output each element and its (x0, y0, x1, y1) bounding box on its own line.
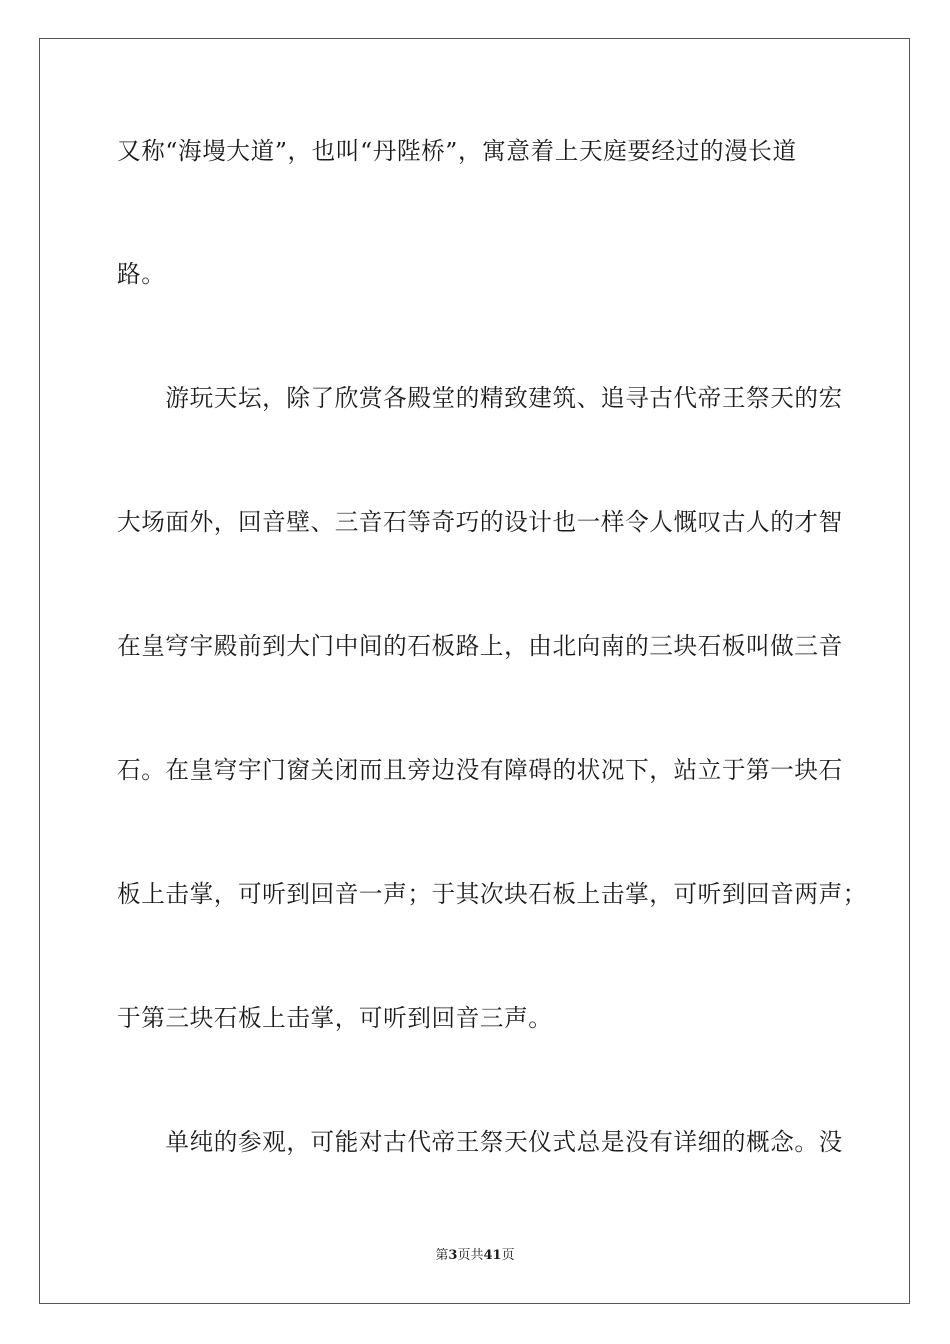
page-prefix: 第 (435, 1248, 449, 1263)
text-line: 板上击掌，可听到回音一声；于其次块石板上击掌，可听到回音两声； (117, 880, 868, 908)
text-line: 石。在皇穹宇门窗关闭而且旁边没有障碍的状况下，站立于第一块石 (117, 756, 843, 784)
page-indicator (435, 1248, 470, 1263)
total-page-count: 41 (483, 1248, 502, 1263)
paragraph-start-line: 单纯的参观，可能对古代帝王祭天仪式总是没有详细的概念。没 (117, 1128, 843, 1156)
page-footer (0, 1247, 950, 1265)
total-prefix: 共 (470, 1248, 484, 1263)
text-line: 在皇穹宇殿前到大门中间的石板路上，由北向南的三块石板叫做三音 (117, 632, 843, 660)
paragraph-start-line: 游玩天坛，除了欣赏各殿堂的精致建筑、追寻古代帝王祭天的宏 (117, 384, 843, 412)
text-line: 于第三块石板上击掌，可听到回音三声。 (117, 1004, 553, 1032)
text-line: 又称“海墁大道”，也叫“丹陛桥”，寓意着上天庭要经过的漫长道 (117, 137, 797, 165)
text-line: 路。 (117, 260, 166, 288)
text-line: 大场面外，回音壁、三音石等奇巧的设计也一样令人慨叹古人的才智 (117, 508, 843, 536)
total-suffix: 页 (501, 1248, 515, 1263)
page-number: 3 (448, 1248, 458, 1263)
total-pages-indicator (470, 1248, 514, 1263)
page-border (39, 38, 910, 1304)
page-suffix: 页 (457, 1248, 471, 1263)
